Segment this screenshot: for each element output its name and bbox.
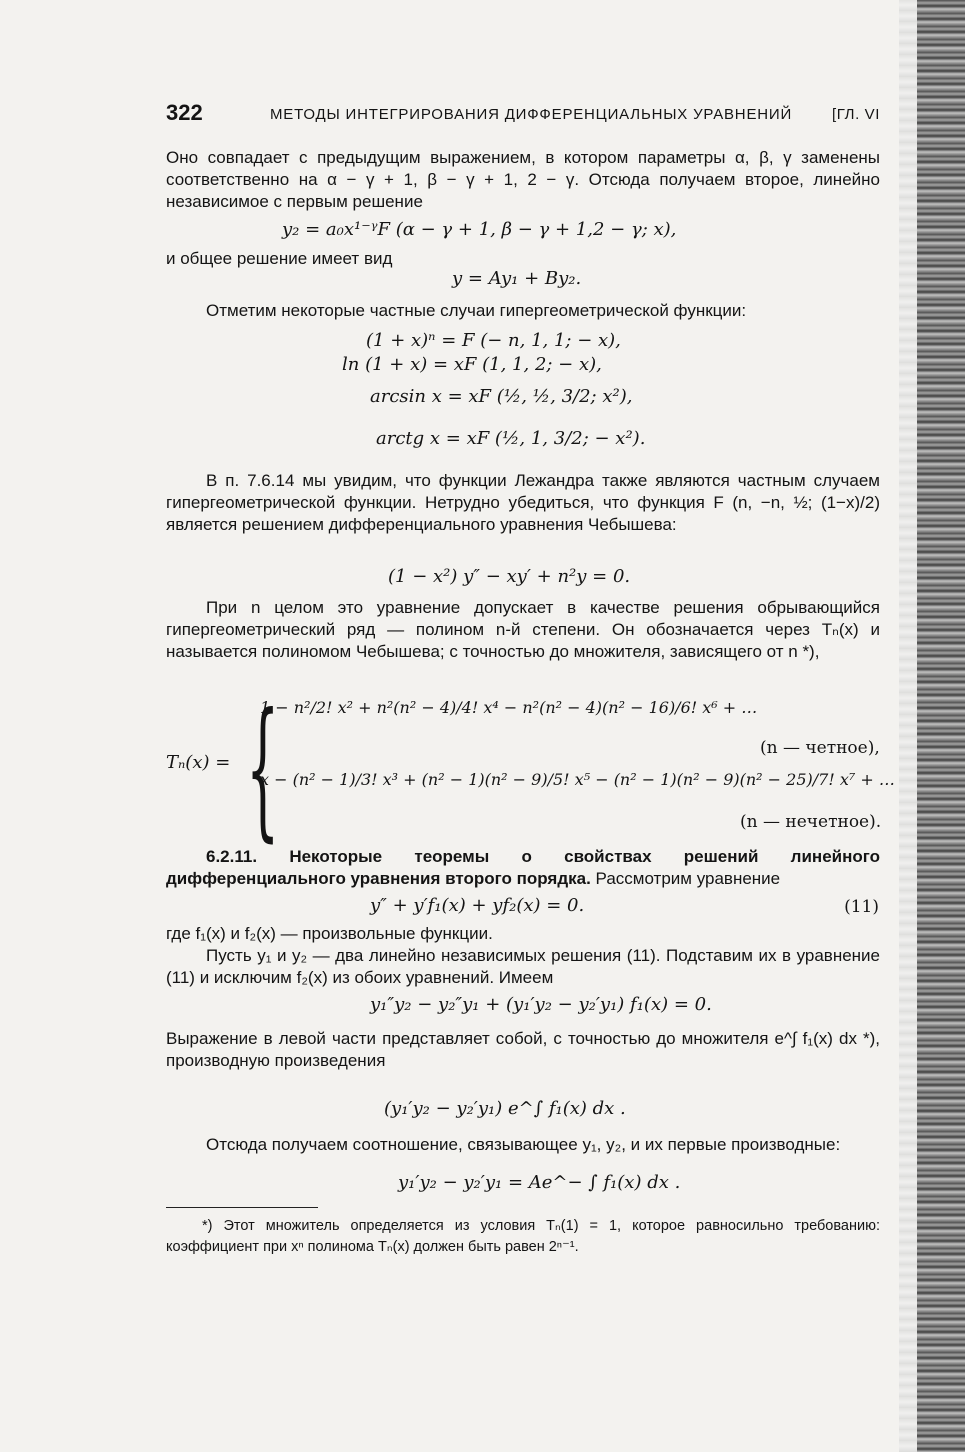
- paragraph-4: В п. 7.6.14 мы увидим, что функции Лежандра также являются частным случаем гипергеометрической функции. Нетрудно убедиться, что функция F (n, −n, ½; (1−x)/2) является решением дифференциального уравнения Чебышева:: [166, 471, 880, 534]
- equation-product: (y₁′y₂ − y₂′y₁) e^∫ f₁(x) dx .: [384, 1098, 626, 1119]
- odd-condition: (n — нечетное).: [740, 812, 882, 832]
- equation-general-solution: y = Ay₁ + By₂.: [452, 268, 582, 289]
- scan-binding-edge: [917, 0, 965, 1452]
- paragraph-9: Отсюда получаем соотношение, связывающее y₁, y₂, и их первые производные:: [206, 1135, 841, 1154]
- section-number: 6.2.11.: [206, 847, 258, 866]
- paragraph-8: Выражение в левой части представляет собой, с точностью до множителя e^∫ f₁(x) dx *), производную произведения: [166, 1029, 880, 1070]
- chebyshev-lhs: Tₙ(x) =: [166, 752, 231, 773]
- paragraph-3: Отметим некоторые частные случаи гипергеометрической функции:: [206, 301, 747, 320]
- equation-relation: y₁′y₂ − y₂′y₁ = Ae^− ∫ f₁(x) dx .: [398, 1172, 681, 1193]
- chapter-reference: [ГЛ. VI: [832, 106, 880, 123]
- equation-chebyshev: (1 − x²) y″ − xy′ + n²y = 0.: [388, 566, 631, 587]
- equation-elimination: y₁″y₂ − y₂″y₁ + (y₁′y₂ − y₂′y₁) f₁(x) = 0.: [370, 994, 712, 1015]
- equation-11-number: (11): [844, 897, 879, 917]
- equation-y2: y₂ = a₀x¹⁻ᵞF (α − γ + 1, β − γ + 1,2 − γ; x),: [282, 219, 677, 240]
- scan-shadow: [899, 0, 917, 1452]
- equation-11: y″ + y′f₁(x) + yf₂(x) = 0.: [370, 895, 585, 916]
- footnote-rule: [166, 1207, 318, 1208]
- special-case-power: (1 + x)ⁿ = F (− n, 1, 1; − x),: [366, 330, 621, 351]
- running-title: МЕТОДЫ ИНТЕГРИРОВАНИЯ ДИФФЕРЕНЦИАЛЬНЫХ УРАВНЕНИЙ: [270, 106, 793, 123]
- even-condition: (n — четное),: [760, 738, 880, 758]
- paragraph-1: Оно совпадает с предыдущим выражением, в котором параметры α, β, γ заменены соответственно на α − γ + 1, β − γ + 1, 2 − γ. Отсюда получаем второе, линейно независимое с первым решение: [166, 148, 880, 211]
- section-heading: [166, 846, 880, 890]
- page-number: 322: [166, 100, 203, 125]
- section-intro: Рассмотрим уравнение: [595, 869, 781, 888]
- paragraph-6: где f₁(x) и f₂(x) — произвольные функции.: [166, 924, 493, 943]
- footnote: *) Этот множитель определяется из условия Tₙ(1) = 1, которое равносильно требованию: коэффициент при xⁿ полинома Tₙ(x) должен быть равен 2ⁿ⁻¹.: [166, 1218, 880, 1255]
- special-case-arctg: arctg x = xF (½, 1, 3/2; − x²).: [376, 428, 646, 449]
- left-brace: {: [246, 682, 280, 856]
- paragraph-2: и общее решение имеет вид: [166, 249, 393, 268]
- special-case-arcsin: arcsin x = xF (½, ½, 3/2; x²),: [370, 386, 633, 407]
- section-title: Некоторые теоремы о свойствах решений линейного дифференциального уравнения второго порядка.: [166, 847, 880, 888]
- paragraph-7: Пусть y₁ и y₂ — два линейно независимых решения (11). Подставим их в уравнение (11) и исключим f₂(x) из обоих уравнений. Имеем: [166, 946, 880, 987]
- chebyshev-odd-series: x − (n² − 1)/3! x³ + (n² − 1)(n² − 9)/5! x⁵ − (n² − 1)(n² − 9)(n² − 25)/7! x⁷ + …: [260, 770, 895, 789]
- page-header: [166, 100, 880, 130]
- special-case-log: ln (1 + x) = xF (1, 1, 2; − x),: [342, 354, 602, 375]
- chebyshev-even-series: 1 − n²/2! x² + n²(n² − 4)/4! x⁴ − n²(n² − 4)(n² − 16)/6! x⁶ + …: [260, 698, 758, 717]
- paragraph-5: При n целом это уравнение допускает в качестве решения обрывающийся гипергеометрический ряд — полином n-й степени. Он обозначается через Tₙ(x) и называется полиномом Чебышева; с точностью до множителя, зависящего от n *),: [166, 598, 880, 661]
